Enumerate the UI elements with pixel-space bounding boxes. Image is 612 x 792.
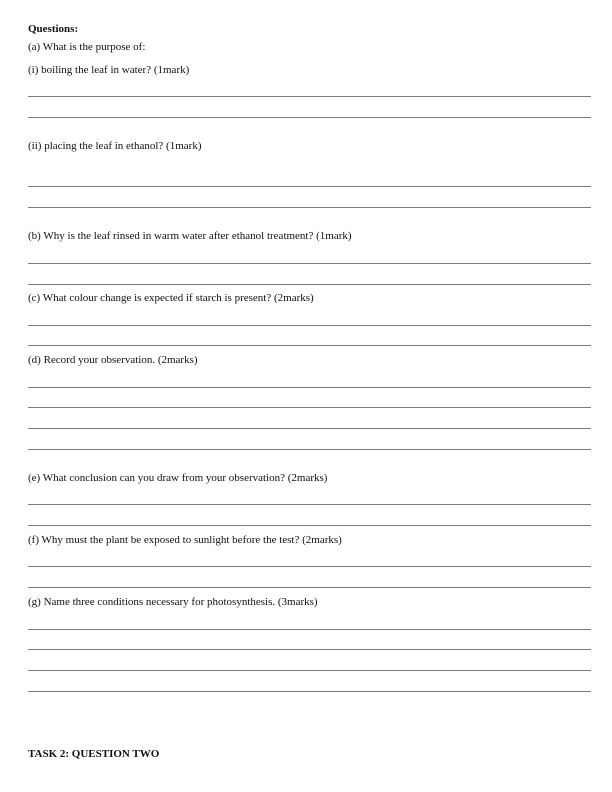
- question-g: (g) Name three conditions necessary for photosynthesis. (3marks): [28, 596, 318, 608]
- answer-line[interactable]: [28, 117, 591, 118]
- question-d: (d) Record your observation. (2marks): [28, 354, 198, 366]
- answer-line[interactable]: [28, 96, 591, 97]
- question-a: (a) What is the purpose of:: [28, 41, 146, 53]
- question-a-i: (i) boiling the leaf in water? (1mark): [28, 64, 190, 76]
- question-b: (b) Why is the leaf rinsed in warm water after ethanol treatment? (1mark): [28, 230, 352, 242]
- answer-line[interactable]: [28, 207, 591, 208]
- answer-line[interactable]: [28, 629, 591, 630]
- answer-line[interactable]: [28, 407, 591, 408]
- answer-line[interactable]: [28, 691, 591, 692]
- answer-line[interactable]: [28, 504, 591, 505]
- answer-line[interactable]: [28, 670, 591, 671]
- answer-line[interactable]: [28, 649, 591, 650]
- answer-line[interactable]: [28, 284, 591, 285]
- answer-line[interactable]: [28, 525, 591, 526]
- answer-line[interactable]: [28, 428, 591, 429]
- questions-heading: Questions:: [28, 23, 79, 35]
- question-c: (c) What colour change is expected if starch is present? (2marks): [28, 292, 314, 304]
- answer-line[interactable]: [28, 587, 591, 588]
- question-f: (f) Why must the plant be exposed to sunlight before the test? (2marks): [28, 534, 342, 546]
- answer-line[interactable]: [28, 566, 591, 567]
- answer-line[interactable]: [28, 325, 591, 326]
- question-a-ii: (ii) placing the leaf in ethanol? (1mark): [28, 140, 202, 152]
- answer-line[interactable]: [28, 387, 591, 388]
- answer-line[interactable]: [28, 263, 591, 264]
- answer-line[interactable]: [28, 449, 591, 450]
- task-2-heading: TASK 2: QUESTION TWO: [28, 748, 160, 760]
- question-e: (e) What conclusion can you draw from your observation? (2marks): [28, 472, 328, 484]
- answer-line[interactable]: [28, 186, 591, 187]
- answer-line[interactable]: [28, 345, 591, 346]
